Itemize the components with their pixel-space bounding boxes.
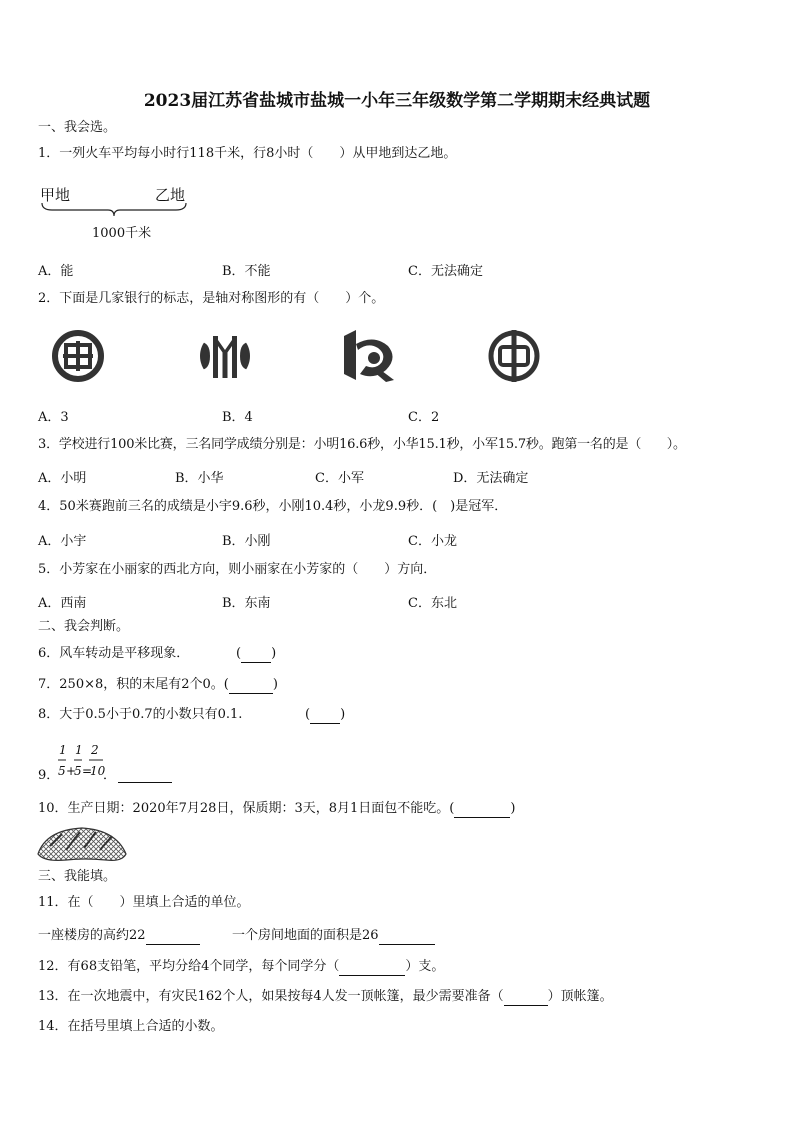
section-heading-judge: 二、我会判断。	[38, 619, 130, 634]
bread-illustration	[36, 824, 128, 864]
section-heading-choose: 一、我会选。	[38, 120, 117, 135]
q13-tail: ）顶帐篷。	[547, 989, 613, 1004]
q7-paren-right: )	[272, 677, 278, 692]
q10-body: 10．生产日期：2020年7月28日，保质期：3天，8月1日面包不能吃。(	[38, 801, 455, 816]
q8-blank-line[interactable]	[310, 709, 340, 724]
q3-option-d[interactable]: D．无法确定	[453, 471, 529, 486]
q12-body: 12．有68支铅笔，平均分给4个同学，每个同学分（	[38, 959, 340, 974]
q4-option-b[interactable]: B．小刚	[222, 534, 271, 549]
question-7-text	[38, 676, 278, 694]
question-13-text	[38, 988, 613, 1006]
q5-option-c[interactable]: C．东北	[408, 596, 457, 611]
question-2-text: 2．下面是几家银行的标志，是轴对称图形的有（ ）个。	[38, 291, 385, 306]
q3-option-b[interactable]: B．小华	[175, 471, 224, 486]
q6-paren-right: )	[271, 646, 277, 661]
q11-part-1	[38, 927, 200, 945]
q9-numerator-3: 2	[91, 743, 99, 757]
q13-body: 13．在一次地震中，有灾民162个人，如果按每4人发一顶帐篷，最少需要准备（	[38, 989, 504, 1004]
q9-plus: +	[66, 764, 77, 778]
q5-option-b[interactable]: B．东南	[222, 596, 271, 611]
q5-option-a[interactable]: A．西南	[38, 596, 87, 611]
q9-denominator-2: 5	[74, 764, 82, 778]
q2-option-c[interactable]: C．2	[408, 410, 440, 425]
q8-paren-right: )	[340, 707, 346, 722]
q1-option-c[interactable]: C．无法确定	[408, 264, 483, 279]
q1-option-b[interactable]: B．不能	[222, 264, 271, 279]
boc-logo	[486, 326, 542, 384]
q11-part-1-blank[interactable]	[146, 930, 200, 945]
q2-option-a[interactable]: A．3	[38, 410, 69, 425]
bocom-logo	[338, 328, 400, 384]
q9-period: ．	[103, 768, 117, 783]
question-4-text: 4．50米赛跑前三名的成绩是小宇9.6秒，小刚10.4秒，小龙9.9秒．( )是冠军．	[38, 499, 508, 514]
q3-option-a[interactable]: A．小明	[38, 471, 87, 486]
q13-blank-line[interactable]	[504, 991, 548, 1006]
q11-part-2-blank[interactable]	[379, 930, 435, 945]
q9-denominator-3: 10	[90, 764, 106, 778]
q11-part-1-text: 一座楼房的高约22	[38, 928, 146, 943]
q8-paren-left: (	[305, 707, 311, 722]
q1-option-a[interactable]: A．能	[38, 264, 74, 279]
q9-numerator-1: 1	[59, 743, 67, 757]
question-10-text	[38, 800, 515, 818]
distance-brace	[40, 202, 190, 222]
q9-equals: =	[82, 764, 93, 778]
q11-part-2-text: 一个房间地面的面积是26	[232, 928, 379, 943]
q9-fraction-bars	[57, 759, 107, 763]
q7-blank-line[interactable]	[229, 679, 273, 694]
q8-answer-blank[interactable]	[305, 706, 345, 724]
q12-blank-line[interactable]	[339, 961, 405, 976]
q4-option-c[interactable]: C．小龙	[408, 534, 457, 549]
section-heading-fill: 三、我能填。	[38, 869, 117, 884]
q10-paren-right: )	[510, 801, 516, 816]
label-jiadi: 甲地	[40, 186, 71, 204]
q9-numerator-2: 1	[75, 743, 83, 757]
q6-answer-blank[interactable]	[236, 645, 276, 663]
question-9-number: 9．	[38, 768, 60, 783]
q11-part-2	[232, 927, 435, 945]
q10-blank-line[interactable]	[454, 803, 510, 818]
question-3-text: 3．学校进行100米比赛，三名同学成绩分别是：小明16.6秒，小华15.1秒，小军15.7秒。跑第一名的是（ ）。	[38, 437, 686, 452]
q2-option-b[interactable]: B．4	[222, 410, 253, 425]
q7-body: 7．250×8，积的末尾有2个0。(	[38, 677, 229, 692]
page-title: 2023届江苏省盐城市盐城一小年三年级数学第二学期期末经典试题	[143, 91, 651, 111]
question-11-text: 11．在（ ）里填上合适的单位。	[38, 895, 250, 910]
question-5-text: 5．小芳家在小丽家的西北方向，则小丽家在小芳家的（ ）方向．	[38, 562, 437, 577]
q6-paren-left: (	[236, 646, 242, 661]
q9-blank-line[interactable]	[118, 768, 172, 783]
question-8-text: 8．大于0.5小于0.7的小数只有0.1.	[38, 707, 243, 722]
q9-denominator-1: 5	[58, 764, 66, 778]
question-14-text: 14．在括号里填上合适的小数。	[38, 1019, 224, 1034]
q12-tail: ）支。	[405, 959, 445, 974]
q4-option-a[interactable]: A．小宇	[38, 534, 87, 549]
icbc-logo	[50, 328, 106, 384]
q6-blank-line[interactable]	[241, 648, 271, 663]
q3-option-c[interactable]: C．小军	[315, 471, 364, 486]
label-distance: 1000千米	[92, 226, 152, 241]
label-yidi: 乙地	[155, 186, 186, 204]
question-12-text	[38, 958, 444, 976]
question-6-text: 6．风车转动是平移现象．	[38, 646, 190, 661]
cmbc-logo	[196, 328, 254, 384]
question-1-text: 1．一列火车平均每小时行118千米，行8小时（ ）从甲地到达乙地。	[38, 146, 457, 161]
